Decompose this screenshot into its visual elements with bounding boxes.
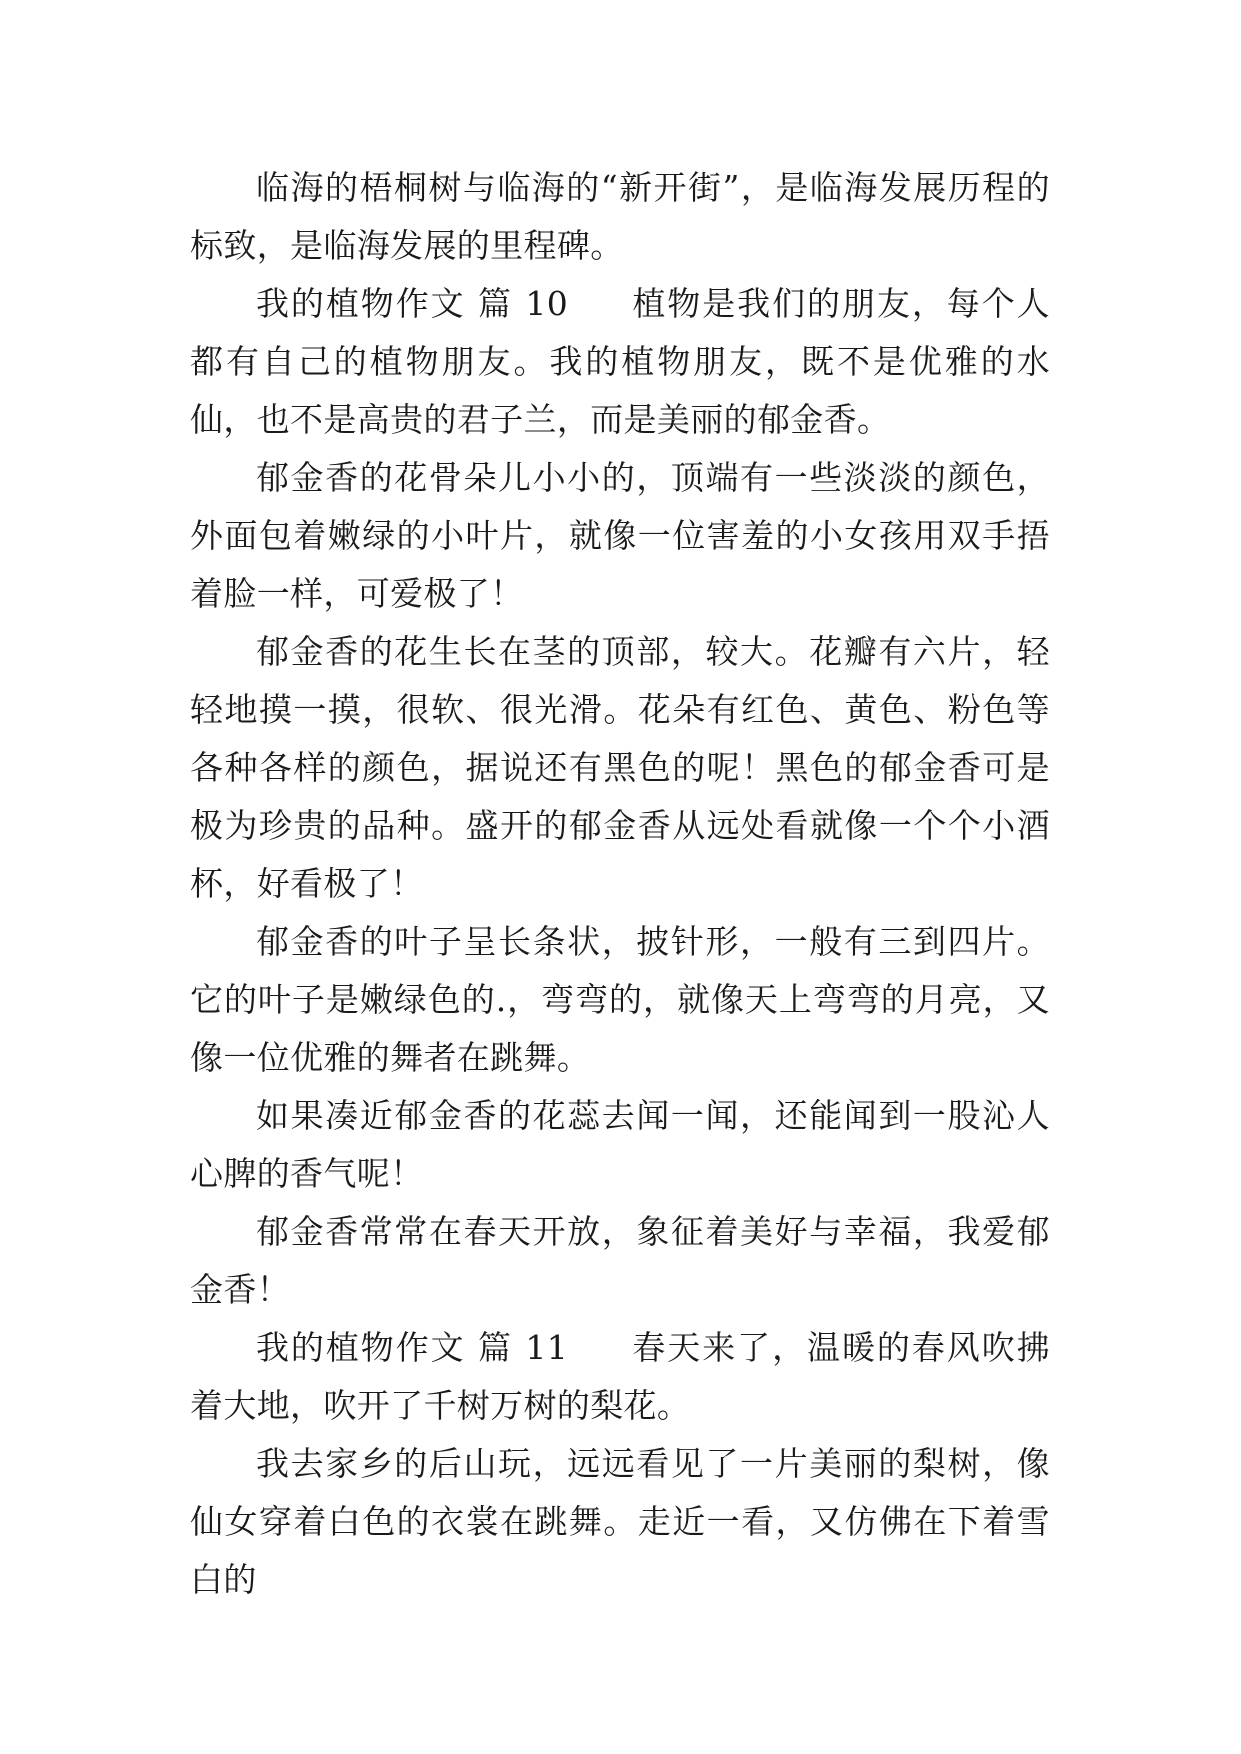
paragraph-text: 郁金香的叶子呈长条状，披针形，一般有三到四片。它的叶子是嫩绿色的.，弯弯的，就像天上弯弯的月亮，又像一位优雅的舞者在跳舞。 bbox=[190, 922, 1050, 1077]
paragraph-text: 郁金香的花骨朵儿小小的，顶端有一些淡淡的颜色，外面包着嫩绿的小叶片，就像一位害羞的小女孩用双手捂着脸一样，可爱极了！ bbox=[190, 458, 1050, 613]
paragraph-4 bbox=[190, 623, 1050, 913]
paragraph-1 bbox=[190, 159, 1050, 275]
paragraph-text: 植物是我们的朋友，每个人都有自己的植物朋友。我的植物朋友，既不是优雅的水仙，也不是高贵的君子兰，而是美丽的郁金香。 bbox=[190, 284, 1050, 439]
paragraph-3 bbox=[190, 449, 1050, 623]
paragraph-9 bbox=[190, 1435, 1050, 1609]
document-body bbox=[190, 159, 1050, 1609]
paragraph-7 bbox=[190, 1203, 1050, 1319]
paragraph-2 bbox=[190, 275, 1050, 449]
paragraph-5 bbox=[190, 913, 1050, 1087]
paragraph-8 bbox=[190, 1319, 1050, 1435]
paragraph-text: 春天来了，温暖的春风吹拂着大地，吹开了千树万树的梨花。 bbox=[190, 1328, 1050, 1425]
paragraph-text: 郁金香常常在春天开放，象征着美好与幸福，我爱郁金香！ bbox=[190, 1212, 1050, 1309]
section-heading: 我的植物作文 篇 10 bbox=[256, 284, 569, 323]
paragraph-6 bbox=[190, 1087, 1050, 1203]
section-heading: 我的植物作文 篇 11 bbox=[256, 1328, 569, 1367]
paragraph-text: 如果凑近郁金香的花蕊去闻一闻，还能闻到一股沁人心脾的香气呢！ bbox=[190, 1096, 1050, 1193]
paragraph-text: 临海的梧桐树与临海的“新开街”，是临海发展历程的标致，是临海发展的里程碑。 bbox=[190, 168, 1050, 265]
paragraph-text: 我去家乡的后山玩，远远看见了一片美丽的梨树，像仙女穿着白色的衣裳在跳舞。走近一看，又仿佛在下着雪白的 bbox=[190, 1444, 1050, 1599]
paragraph-text: 郁金香的花生长在茎的顶部，较大。花瓣有六片，轻轻地摸一摸，很软、很光滑。花朵有红色、黄色、粉色等各种各样的颜色，据说还有黑色的呢！黑色的郁金香可是极为珍贵的品种。盛开的郁金香从远处看就像一个个小酒杯，好看极了！ bbox=[190, 632, 1050, 903]
